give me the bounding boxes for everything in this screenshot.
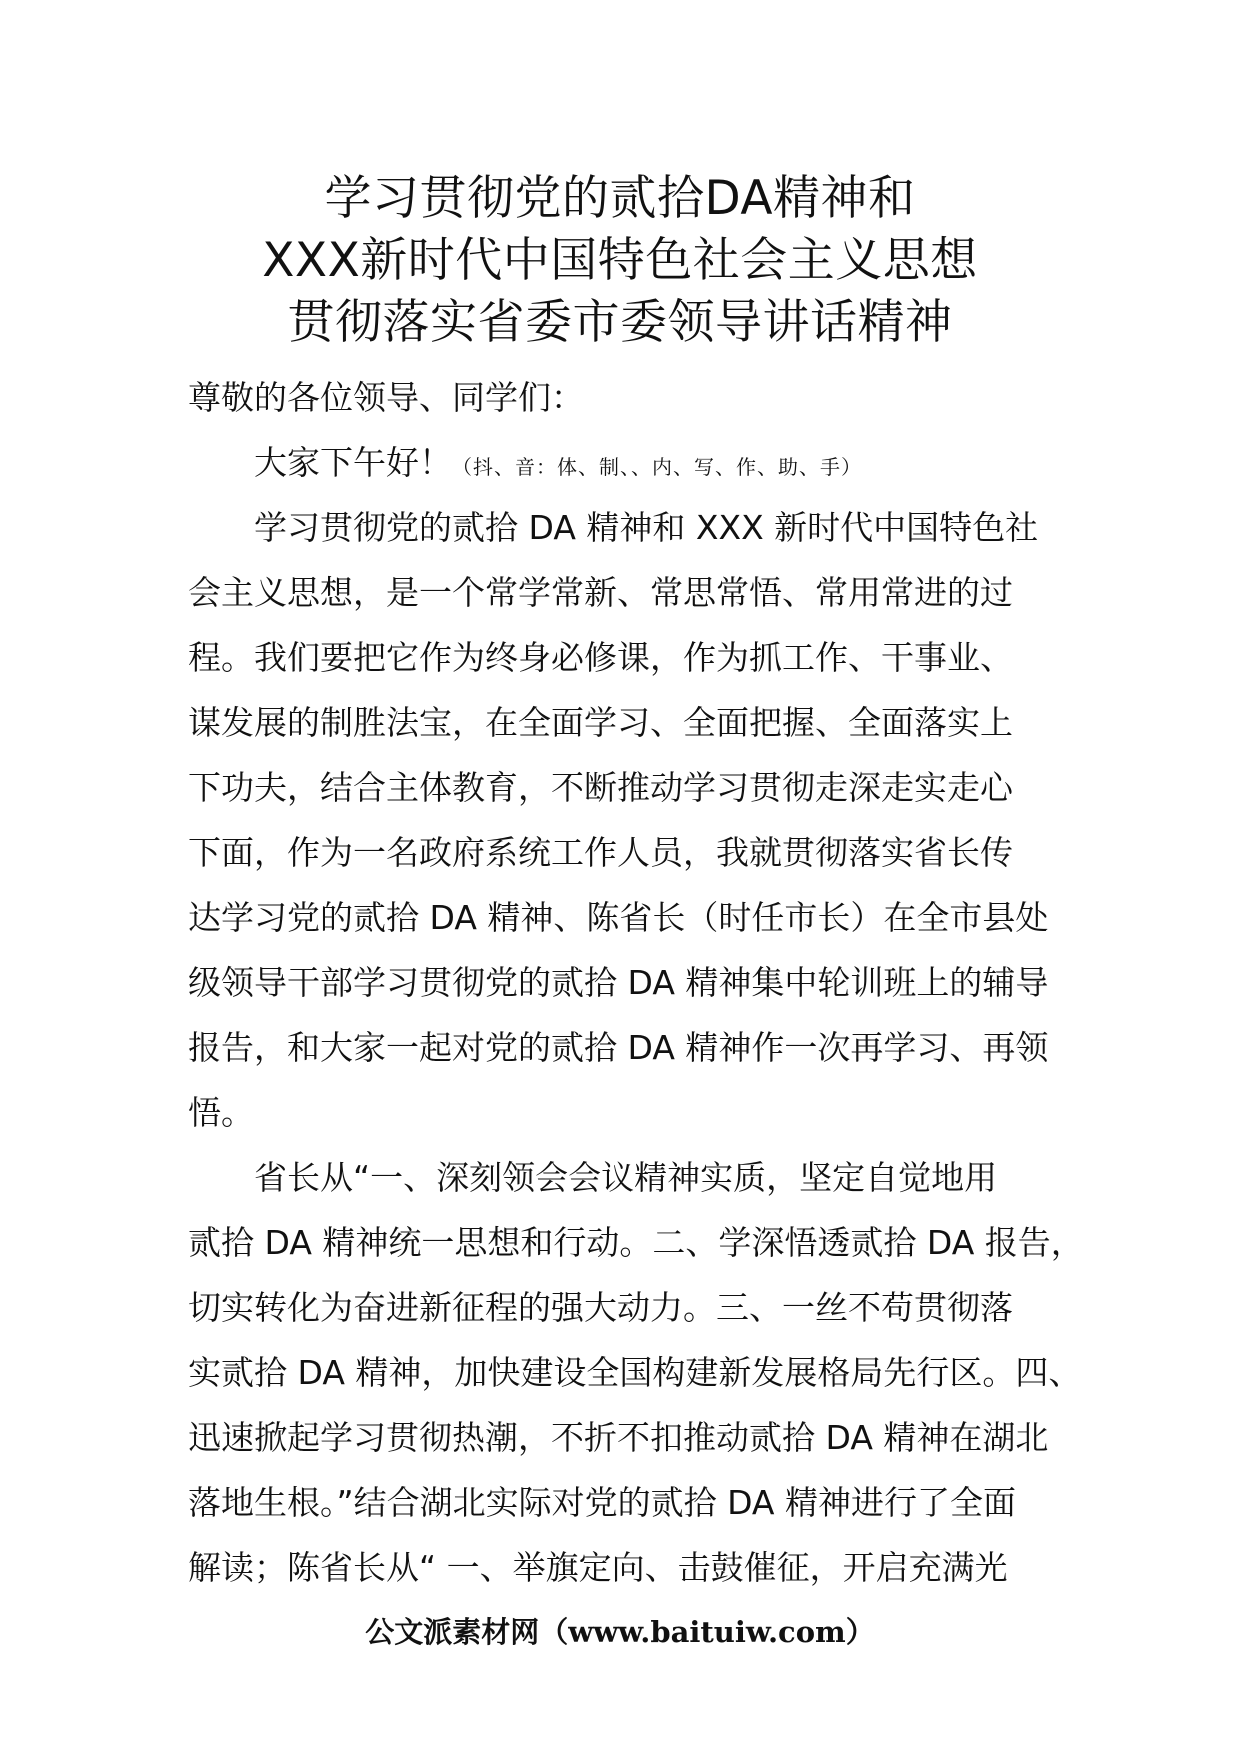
body-line: 悟。	[188, 1093, 254, 1132]
document-title	[0, 168, 1240, 354]
body-line: 谋发展的制胜法宝，在全面学习、全面把握、全面落实上	[188, 703, 1013, 742]
body-line: 解读；陈省长从“ 一、举旗定向、击鼓催征，开启充满光	[188, 1548, 1008, 1587]
body-line: 省长从“一、深刻领会会议精神实质，坚定自觉地用	[254, 1158, 998, 1197]
body-line: 实贰拾 DA 精神，加快建设全国构建新发展格局先行区。四、	[188, 1353, 1082, 1392]
body-line: 会主义思想，是一个常学常新、常思常悟、常用常进的过	[188, 573, 1013, 612]
greeting-line	[188, 430, 1068, 495]
body-line: 学习贯彻党的贰拾 DA 精神和 XXX 新时代中国特色社	[254, 508, 1039, 547]
document-body	[188, 365, 1084, 1600]
salutation: 尊敬的各位领导、同学们：	[188, 378, 584, 417]
footer-watermark: 公文派素材网（www.baituiw.com）	[365, 1615, 875, 1649]
title-line-1: 学习贯彻党的贰拾DA精神和	[324, 171, 916, 226]
body-line: 级领导干部学习贯彻党的贰拾 DA 精神集中轮训班上的辅导	[188, 963, 1049, 1002]
body-line: 下面，作为一名政府系统工作人员，我就贯彻落实省长传	[188, 833, 1013, 872]
body-line: 达学习党的贰拾 DA 精神、陈省长（时任市长）在全市县处	[188, 898, 1049, 937]
body-line: 报告，和大家一起对党的贰拾 DA 精神作一次再学习、再领	[188, 1028, 1049, 1067]
title-line-3: 贯彻落实省委市委领导讲话精神	[287, 295, 953, 350]
body-line: 迅速掀起学习贯彻热潮，不折不扣推动贰拾 DA 精神在湖北	[188, 1418, 1049, 1457]
greeting-note: （抖、音：体、制、、内、写、作、助、手）	[452, 455, 862, 479]
body-line: 落地生根。”结合湖北实际对党的贰拾 DA 精神进行了全面	[188, 1483, 1016, 1522]
title-line-2: XXX新时代中国特色社会主义思想	[262, 233, 978, 288]
greeting: 大家下午好！	[254, 443, 452, 482]
body-line: 程。我们要把它作为终身必修课，作为抓工作、干事业、	[188, 638, 1013, 677]
body-line: 切实转化为奋进新征程的强大动力。三、一丝不苟贯彻落	[188, 1288, 1013, 1327]
body-line: 贰拾 DA 精神统一思想和行动。二、学深悟透贰拾 DA 报告，	[188, 1223, 1084, 1262]
body-line: 下功夫，结合主体教育，不断推动学习贯彻走深走实走心	[188, 768, 1013, 807]
